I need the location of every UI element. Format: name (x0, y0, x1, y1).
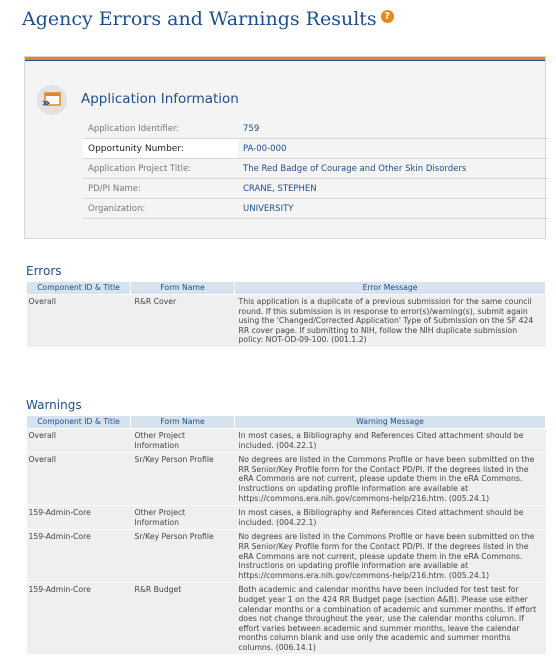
form-cell: R&R Budget (131, 583, 235, 655)
component-cell: 159-Admin-Core (27, 506, 131, 530)
component-cell: Overall (27, 295, 131, 348)
help-icon[interactable]: ? (381, 10, 394, 23)
info-row (83, 139, 548, 159)
message-cell: Both academic and calendar months have been included for test test for budget year 1 on the 424 RR Budget page (section A&B). Please use either calendar months or a combination of academic and summer months. If effort does not change throughout the year, use the calendar months column. If effort varies between academic and summer months, leave the calendar months column blank and use only the academic and summer months columns. (006.14.1) (235, 583, 546, 655)
table-row (27, 295, 546, 348)
table-row (27, 530, 546, 583)
message-cell: No degrees are listed in the Commons Profile or have been submitted on the RR Senior/Key Profile form for the Contact PD/PI. If the degrees listed in the eRA Commons are not current, please update them in the eRA Commons. Instructions on updating profile information are available at https://commons.era.nih.gov/commons-help/216.htm. (005.24.1) (235, 530, 546, 583)
table-row (27, 583, 546, 655)
form-cell: Other Project Information (131, 429, 235, 453)
info-value: The Red Badge of Courage and Other Skin Disorders (238, 159, 548, 179)
component-cell: Overall (27, 453, 131, 506)
form-cell: Sr/Key Person Profile (131, 453, 235, 506)
application-info-table (83, 119, 548, 219)
component-cell: 159-Admin-Core (27, 583, 131, 655)
errors-heading: Errors (26, 264, 62, 278)
table-row (27, 506, 546, 530)
info-value: PA-00-000 (238, 139, 548, 159)
application-info-icon (37, 85, 67, 115)
application-info-title: Application Information (81, 91, 239, 107)
form-cell: Other Project Information (131, 506, 235, 530)
table-row (27, 429, 546, 453)
warnings-table (26, 415, 546, 655)
info-value: 759 (238, 119, 548, 139)
message-cell: In most cases, a Bibliography and References Cited attachment should be included. (004.22.1) (235, 506, 546, 530)
message-cell: No degrees are listed in the Commons Profile or have been submitted on the RR Senior/Key Profile form for the Contact PD/PI. If the degrees listed in the eRA Commons are not current, please update them in the eRA Commons. Instructions on updating profile information are available at https://commons.era.nih.gov/commons-help/216.htm. (005.24.1) (235, 453, 546, 506)
errors-header-row (27, 282, 546, 295)
info-value: CRANE, STEPHEN (238, 179, 548, 199)
info-label: Application Project Title: (83, 159, 238, 179)
panel-accent-line (25, 60, 545, 61)
info-label: Application Identifier: (83, 119, 238, 139)
column-header: Component ID & Title (27, 416, 131, 429)
info-label: PD/PI Name: (83, 179, 238, 199)
page-title (22, 8, 394, 30)
errors-table (26, 281, 546, 348)
message-cell: This application is a duplicate of a previous submission for the same council round. If this submission is in response to error(s)/warning(s), submit again using the 'Changed/Corrected Application' Type of Submission on the SF 424 RR cover page. If submitting to NIH, follow the NIH duplicate submission policy: NOT-OD-09-100. (001.1.2) (235, 295, 546, 348)
form-cell: R&R Cover (131, 295, 235, 348)
table-row (27, 453, 546, 506)
info-value: UNIVERSITY (238, 199, 548, 219)
application-info-panel (24, 56, 546, 239)
info-label: Opportunity Number: (83, 139, 238, 159)
info-row (83, 179, 548, 199)
column-header: Form Name (131, 416, 235, 429)
form-cell: Sr/Key Person Profile (131, 530, 235, 583)
column-header: Component ID & Title (27, 282, 131, 295)
column-header: Warning Message (235, 416, 546, 429)
message-cell: In most cases, a Bibliography and References Cited attachment should be included. (004.22.1) (235, 429, 546, 453)
info-row (83, 159, 548, 179)
info-label: Organization: (83, 199, 238, 219)
warnings-header-row (27, 416, 546, 429)
page-title-text: Agency Errors and Warnings Results (22, 8, 377, 30)
component-cell: Overall (27, 429, 131, 453)
info-row (83, 119, 548, 139)
warnings-heading: Warnings (26, 398, 82, 412)
info-row (83, 199, 548, 219)
column-header: Form Name (131, 282, 235, 295)
component-cell: 159-Admin-Core (27, 530, 131, 583)
column-header: Error Message (235, 282, 546, 295)
